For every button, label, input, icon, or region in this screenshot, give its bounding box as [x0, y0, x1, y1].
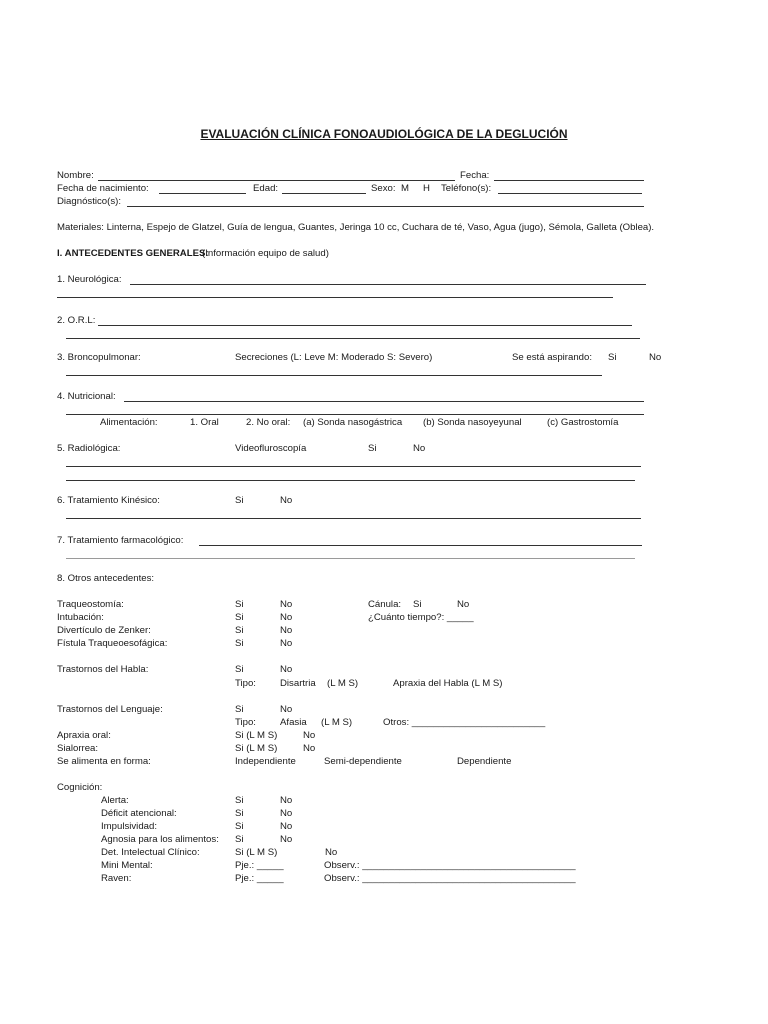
alerta-label: Alerta:: [101, 795, 129, 806]
agnosia-no-option[interactable]: No: [280, 834, 293, 845]
fistula-no-option[interactable]: No: [280, 638, 293, 649]
habla-no-option[interactable]: No: [280, 664, 293, 675]
page-title: EVALUACIÓN CLÍNICA FONOAUDIOLÓGICA DE LA DEGLUCIÓN: [200, 127, 568, 141]
impulsividad-label: Impulsividad:: [101, 821, 157, 832]
sexo-label: Sexo:: [371, 183, 396, 194]
canula-si-option[interactable]: Si: [413, 599, 422, 610]
orl-field-2[interactable]: [66, 338, 640, 339]
radio-no-option[interactable]: No: [413, 443, 426, 454]
sonda-nasoyeyunal-option[interactable]: (b) Sonda nasoyeyunal: [423, 417, 522, 428]
kine-si-option[interactable]: Si: [235, 495, 244, 506]
raven-label: Raven:: [101, 873, 132, 884]
mini-mental-pje-field[interactable]: Pje.: _____: [235, 860, 284, 871]
aspirando-si-option[interactable]: Si: [608, 352, 617, 363]
traqueo-label: Traqueostomía:: [57, 599, 124, 610]
neuro-field-2[interactable]: [57, 297, 613, 298]
radio-field-2[interactable]: [66, 480, 635, 481]
nombre-field[interactable]: [98, 180, 455, 181]
diagnostico-field[interactable]: [127, 206, 644, 207]
intub-label: Intubación:: [57, 612, 104, 623]
fistula-si-option[interactable]: Si: [235, 638, 244, 649]
sonda-nasogastrica-option[interactable]: (a) Sonda nasogástrica: [303, 417, 403, 428]
farma-label: 7. Tratamiento farmacológico:: [57, 535, 184, 546]
impulsividad-no-option[interactable]: No: [280, 821, 293, 832]
apraxia-oral-no-option[interactable]: No: [303, 730, 316, 741]
secreciones-text: Secreciones (L: Leve M: Moderado S: Severo): [235, 352, 433, 363]
sexo-h-option[interactable]: H: [423, 183, 430, 194]
orl-field-1[interactable]: [98, 325, 632, 326]
alerta-no-option[interactable]: No: [280, 795, 293, 806]
edad-label: Edad:: [253, 183, 279, 194]
fecha-label: Fecha:: [460, 170, 490, 181]
lenguaje-tipo-label: Tipo:: [235, 717, 256, 728]
alimentacion-label: Alimentación:: [100, 417, 158, 428]
section-heading: I. ANTECEDENTES GENERALES:: [57, 248, 209, 259]
cognicion-label: Cognición:: [57, 782, 103, 793]
diagnostico-label: Diagnóstico(s):: [57, 196, 121, 207]
canula-no-option[interactable]: No: [457, 599, 470, 610]
raven-pje-field[interactable]: Pje.: _____: [235, 873, 284, 884]
alimenta-label: Se alimenta en forma:: [57, 756, 151, 767]
zenker-si-option[interactable]: Si: [235, 625, 244, 636]
gastrostomia-option[interactable]: (c) Gastrostomía: [547, 417, 619, 428]
nutri-label: 4. Nutricional:: [57, 391, 116, 402]
sialorrea-si-option[interactable]: Si (L M S): [235, 743, 278, 754]
cuanto-tiempo-field[interactable]: ¿Cuánto tiempo?: _____: [368, 612, 474, 623]
traqueo-si-option[interactable]: Si: [235, 599, 244, 610]
zenker-label: Divertículo de Zenker:: [57, 625, 151, 636]
otros-label: 8. Otros antecedentes:: [57, 573, 155, 584]
lenguaje-si-option[interactable]: Si: [235, 704, 244, 715]
aspirando-no-option[interactable]: No: [649, 352, 662, 363]
afasia-option[interactable]: Afasia: [280, 717, 307, 728]
intub-si-option[interactable]: Si: [235, 612, 244, 623]
independiente-option[interactable]: Independiente: [235, 756, 296, 767]
det-intelectual-no-option[interactable]: No: [325, 847, 338, 858]
mini-mental-label: Mini Mental:: [101, 860, 153, 871]
bronco-label: 3. Broncopulmonar:: [57, 352, 141, 363]
habla-si-option[interactable]: Si: [235, 664, 244, 675]
radio-label: 5. Radiológica:: [57, 443, 121, 454]
impulsividad-si-option[interactable]: Si: [235, 821, 244, 832]
kine-label: 6. Tratamiento Kinésico:: [57, 495, 160, 506]
neuro-label: 1. Neurológica:: [57, 274, 122, 285]
habla-tipo-label: Tipo:: [235, 678, 256, 689]
raven-observ-field[interactable]: Observ.: ________________________________________: [324, 873, 576, 884]
zenker-no-option[interactable]: No: [280, 625, 293, 636]
afasia-severity[interactable]: (L M S): [321, 717, 353, 728]
lenguaje-otros-field[interactable]: Otros: _________________________: [383, 717, 546, 728]
orl-label: 2. O.R.L:: [57, 315, 96, 326]
fecha-field[interactable]: [494, 180, 644, 181]
radio-si-option[interactable]: Si: [368, 443, 377, 454]
neuro-field-1[interactable]: [130, 284, 646, 285]
agnosia-label: Agnosia para los alimentos:: [101, 834, 219, 845]
nutri-field-2[interactable]: [66, 414, 644, 415]
section-heading-note: (Información equipo de salud): [202, 248, 329, 259]
aspirando-label: Se está aspirando:: [512, 352, 593, 363]
sialorrea-no-option[interactable]: No: [303, 743, 316, 754]
mini-mental-observ-field[interactable]: Observ.: ________________________________________: [324, 860, 576, 871]
intub-no-option[interactable]: No: [280, 612, 293, 623]
lenguaje-label: Trastornos del Lenguaje:: [57, 704, 163, 715]
deficit-no-option[interactable]: No: [280, 808, 293, 819]
materiales-text: Materiales: Linterna, Espejo de Glatzel, Guía de lengua, Guantes, Jeringa 10 cc, Cuchara de té, Vaso, Agua (jugo), Sémola, Galleta (Oblea).: [57, 222, 655, 233]
video-label: Videofluroscopía: [235, 443, 307, 454]
det-intelectual-label: Det. Intelectual Clínico:: [101, 847, 200, 858]
disartria-severity[interactable]: (L M S): [327, 678, 359, 689]
fecha-nac-label: Fecha de nacimiento:: [57, 183, 149, 194]
sialorrea-label: Sialorrea:: [57, 743, 99, 754]
det-intelectual-si-option[interactable]: Si (L M S): [235, 847, 278, 858]
nutri-field-1[interactable]: [124, 401, 644, 402]
traqueo-no-option[interactable]: No: [280, 599, 293, 610]
no-oral-option[interactable]: 2. No oral:: [246, 417, 291, 428]
deficit-si-option[interactable]: Si: [235, 808, 244, 819]
apraxia-habla-option[interactable]: Apraxia del Habla (L M S): [393, 678, 503, 689]
bronco-field[interactable]: [66, 375, 602, 376]
telefono-label: Teléfono(s):: [441, 183, 492, 194]
lenguaje-no-option[interactable]: No: [280, 704, 293, 715]
farma-field-1[interactable]: [199, 545, 642, 546]
kine-no-option[interactable]: No: [280, 495, 293, 506]
farma-field-2[interactable]: [66, 558, 635, 559]
apraxia-oral-si-option[interactable]: Si (L M S): [235, 730, 278, 741]
kine-field[interactable]: [66, 518, 641, 519]
fecha-nac-field[interactable]: [159, 193, 246, 194]
edad-field[interactable]: [282, 193, 366, 194]
dependiente-option[interactable]: Dependiente: [457, 756, 512, 767]
agnosia-si-option[interactable]: Si: [235, 834, 244, 845]
disartria-option[interactable]: Disartria: [280, 678, 316, 689]
alerta-si-option[interactable]: Si: [235, 795, 244, 806]
sexo-m-option[interactable]: M: [401, 183, 409, 194]
telefono-field[interactable]: [498, 193, 642, 194]
canula-label: Cánula:: [368, 599, 402, 610]
deficit-label: Déficit atencional:: [101, 808, 177, 819]
oral-option[interactable]: 1. Oral: [190, 417, 219, 428]
apraxia-oral-label: Apraxia oral:: [57, 730, 111, 741]
habla-label: Trastornos del Habla:: [57, 664, 149, 675]
nombre-label: Nombre:: [57, 170, 94, 181]
radio-field-1[interactable]: [66, 466, 641, 467]
semi-dependiente-option[interactable]: Semi-dependiente: [324, 756, 402, 767]
fistula-label: Fístula Traqueoesofágica:: [57, 638, 168, 649]
